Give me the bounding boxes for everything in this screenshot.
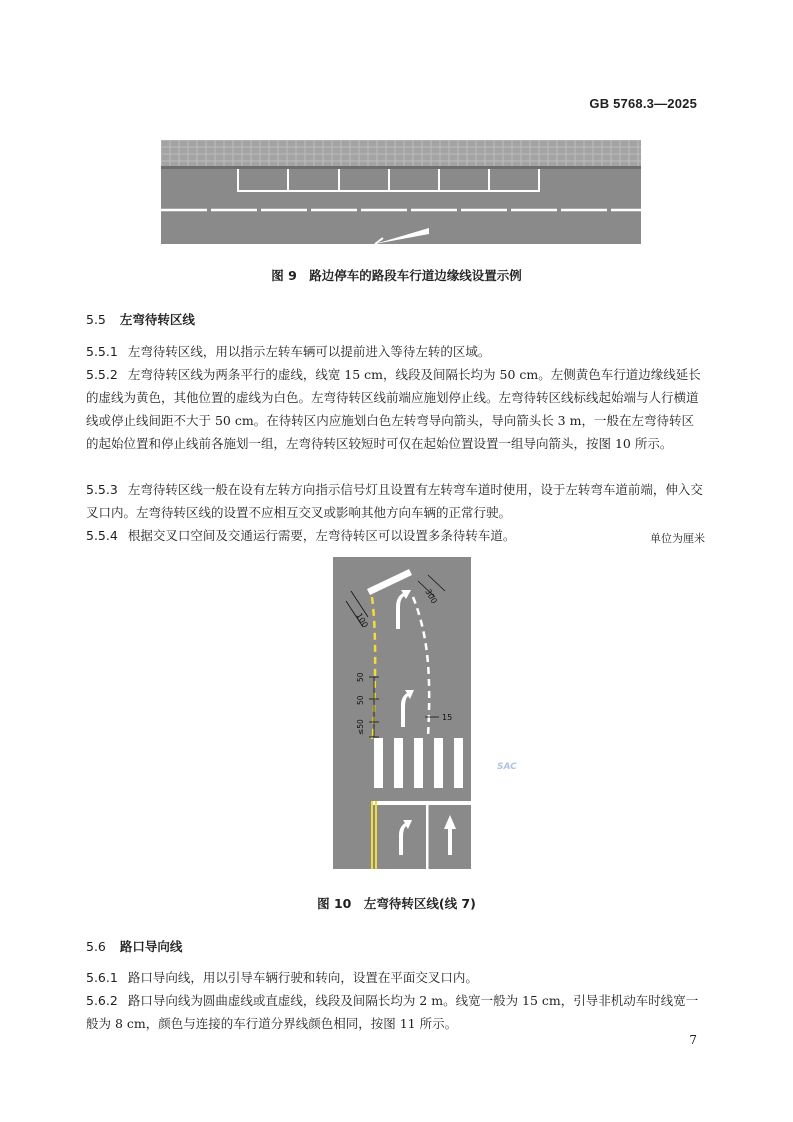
paragraph-text: 根据交叉口空间及交通运行需要，左弯待转区可以设置多条待转车道。 xyxy=(127,528,516,543)
paragraph-5-5-2 xyxy=(86,363,706,455)
road-surface xyxy=(161,169,641,244)
figure-10-svg xyxy=(333,557,517,869)
lane-divider-line xyxy=(426,805,429,869)
paragraph-text: 路口导向线为圆曲虚线或直虚线，线段及间隔长均为 2 m。线宽一般为 15 cm，引导非机动车时线宽一般为 8 cm，颜色与连接的车行道分界线颜色相同，按图 11 所示。 xyxy=(86,993,699,1031)
section-5-6-heading xyxy=(86,937,182,955)
figure-9-svg xyxy=(161,140,641,244)
paragraph-text: 左弯待转区线为两条平行的虚线，线宽 15 cm，线段及间隔长均为 50 cm。左侧黄色车行道边缘线延长的虚线为黄色，其他位置的虚线为白色。左弯待转区线前端应施划停止线。左弯待转区线标线起始端与人行横道线或停止线间距不大于 50 cm。在待转区内应施划白色左转弯导向箭头，导向箭头长 3 m，一般在左弯待转区的起始位置和停止线前各施划一组，左弯待转区较短时可仅在起始位置设置一组导向箭头，按图 10 所示。 xyxy=(86,367,701,451)
figure-9-road-diagram xyxy=(161,140,641,244)
section-title: 左弯待转区线 xyxy=(119,312,195,327)
paragraph-5-5-1 xyxy=(86,340,706,363)
watermark-logo: SAC xyxy=(497,762,517,772)
section-5-5-heading xyxy=(86,310,195,328)
paragraph-text: 左弯待转区线，用以指示左转车辆可以提前进入等待左转的区域。 xyxy=(127,344,491,359)
paragraph-5-6-1 xyxy=(86,966,706,989)
paragraph-number: 5.6.2 xyxy=(86,993,118,1008)
figure-10-diagram xyxy=(333,557,517,869)
paragraph-text: 路口导向线，用以引导车辆行驶和转向，设置在平面交叉口内。 xyxy=(127,970,478,985)
stop-line-bottom xyxy=(373,801,471,805)
dim-label-le50: ≤50 xyxy=(356,719,365,735)
paragraph-number: 5.6.1 xyxy=(86,970,118,985)
dim-label-50-a: 50 xyxy=(356,672,365,682)
section-number: 5.5 xyxy=(86,312,106,327)
sidewalk-pavers xyxy=(161,140,641,168)
section-title: 路口导向线 xyxy=(119,939,183,954)
paragraph-5-6-2 xyxy=(86,989,706,1035)
curb xyxy=(161,166,641,169)
figure-10-caption: 图 10 左弯待转区线(线 7) xyxy=(317,896,476,911)
standard-number: GB 5768.3—2025 xyxy=(589,96,697,111)
dim-label-100: 100 xyxy=(354,611,370,630)
paragraph-number: 5.5.1 xyxy=(86,344,118,359)
paragraph-number: 5.5.2 xyxy=(86,367,118,382)
paragraph-5-5-4 xyxy=(86,524,706,547)
dim-label-300: 300 xyxy=(423,587,439,606)
figure-9-caption: 图 9 路边停车的路段车行道边缘线设置示例 xyxy=(271,268,522,283)
section-number: 5.6 xyxy=(86,939,106,954)
unit-note: 单位为厘米 xyxy=(650,532,705,545)
paragraph-text: 左弯待转区线一般在设有左转方向指示信号灯且设置有左转弯车道时使用，设于左转弯车道前端，伸入交叉口内。左弯待转区线的设置不应相互交叉或影响其他方向车辆的正常行驶。 xyxy=(86,482,703,520)
paragraph-number: 5.5.4 xyxy=(86,528,118,543)
paragraph-number: 5.5.3 xyxy=(86,482,118,497)
page-number: 7 xyxy=(689,1033,697,1047)
dim-label-15: 15 xyxy=(442,713,453,722)
paragraph-5-5-3 xyxy=(86,478,706,524)
dim-label-50-b: 50 xyxy=(356,695,365,705)
